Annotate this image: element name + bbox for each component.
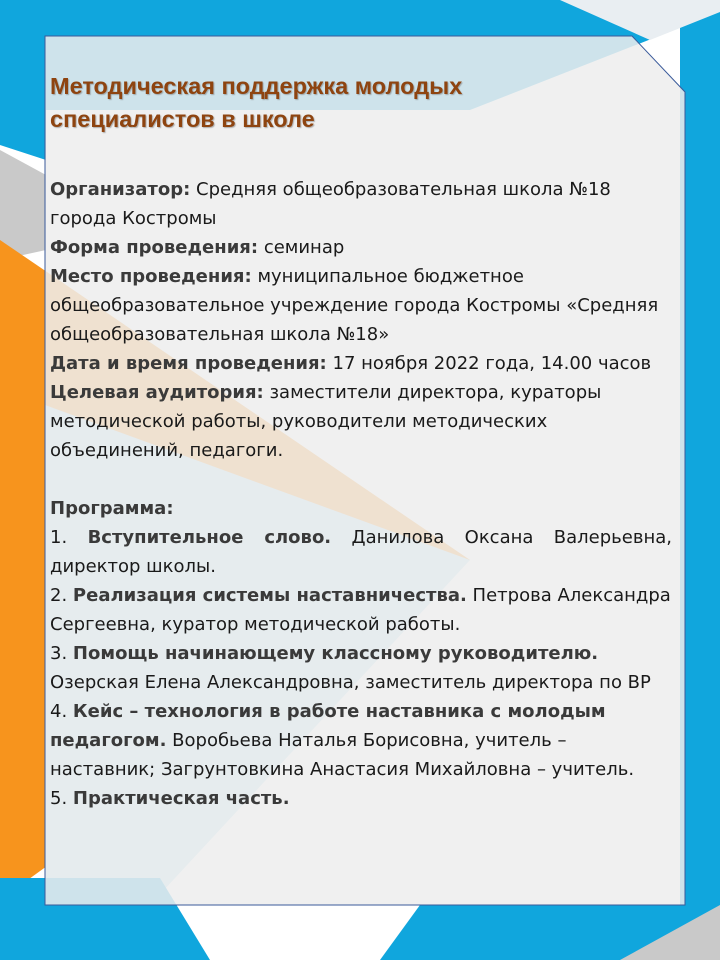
program-heading: [50, 494, 672, 523]
form-value: семинар: [263, 237, 345, 258]
spacer: [50, 465, 672, 494]
date-value: 17 ноября 2022 года, 14.00 часов: [332, 353, 652, 374]
program-item-1-cont: [50, 552, 672, 581]
program-item-1-line2: директор школы.: [50, 556, 216, 577]
program-item-3-desc: Озерская Елена Александровна, заместитель директора по ВР: [50, 672, 651, 693]
date-line: [50, 349, 672, 378]
place-line: [50, 262, 672, 349]
organizer-label: Организатор:: [50, 179, 191, 200]
program-item-2-number: 2.: [50, 585, 68, 606]
form-label: Форма проведения:: [50, 237, 259, 258]
audience-value: заместители директора, кураторы методической работы, руководители методических объединений, педагоги.: [50, 382, 602, 461]
form-line: [50, 233, 672, 262]
organizer-line: [50, 175, 672, 233]
program-heading-text: Программа:: [50, 498, 174, 519]
left-blue-strip: [0, 0, 46, 160]
place-value: муниципальное бюджетное общеобразовательное учреждение города Костромы «Средняя общеобразовательная школа №18»: [50, 266, 659, 345]
right-blue-strip: [680, 0, 720, 960]
program-item-3-title: Помощь начинающему классному руководителю.: [72, 643, 599, 664]
program-item-2-desc: Петрова Александра Сергеевна, куратор методической работы.: [50, 585, 671, 635]
program-item-1: [50, 523, 672, 552]
audience-line: [50, 378, 672, 465]
program-item-4-desc: Воробьева Наталья Борисовна, учитель – наставник; Загрунтовкина Анастасия Михайловна – учитель.: [50, 730, 635, 780]
program-item-3: [50, 639, 672, 697]
place-label: Место проведения:: [50, 266, 252, 287]
program-item-5-number: 5.: [50, 788, 68, 809]
program-item-1-line1: Данилова Оксана Валерьевна,: [351, 527, 672, 548]
program-item-5: [50, 784, 672, 813]
program-item-3-number: 3.: [50, 643, 68, 664]
program-item-4-title: Кейс – технология в работе наставника с молодым педагогом.: [50, 701, 606, 751]
program-item-4-number: 4.: [50, 701, 68, 722]
program-item-1-title: Вступительное слово.: [87, 527, 332, 548]
content-block: [50, 175, 672, 813]
program-item-2-title: Реализация системы наставничества.: [72, 585, 467, 606]
program-item-1-number: 1.: [50, 527, 68, 548]
program-item-2: [50, 581, 672, 639]
organizer-value: Средняя общеобразовательная школа №18 города Костромы: [50, 179, 611, 229]
date-label: Дата и время проведения:: [50, 353, 327, 374]
audience-label: Целевая аудитория:: [50, 382, 264, 403]
program-item-5-title: Практическая часть.: [72, 788, 290, 809]
page-title: Методическая поддержка молодых специалистов в школе: [50, 73, 463, 132]
program-item-4: [50, 697, 672, 784]
